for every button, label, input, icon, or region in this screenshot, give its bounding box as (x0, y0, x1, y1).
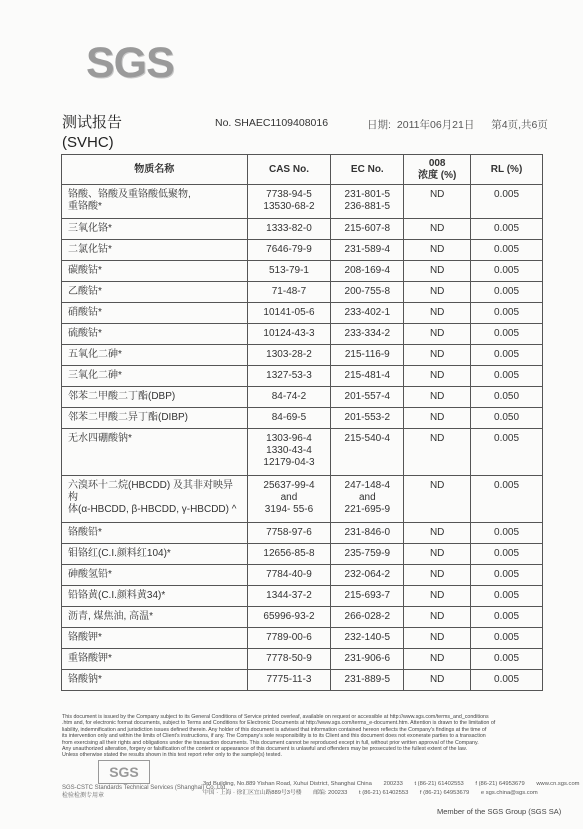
cas-number-cell-line: 7775-11-3 (266, 674, 312, 685)
cas-number-cell-line: 1333-82-0 (266, 223, 312, 234)
cas-number-cell (247, 408, 331, 429)
concentration-cell: ND (404, 565, 471, 586)
substance-name-cell (62, 261, 248, 282)
stamp-company: SGS-CSTC Standards Technical Services (Shanghai) Co.,Ltd. (62, 785, 227, 791)
header-concentration-label: 浓度 (%) (417, 169, 457, 181)
substance-name-cell (62, 185, 248, 219)
cas-number-cell (247, 366, 331, 387)
table-row (62, 345, 543, 366)
concentration-cell: ND (404, 261, 471, 282)
concentration-cell: ND (404, 366, 471, 387)
substance-name-cell (62, 366, 248, 387)
cas-number-cell-line: 1303-28-2 (266, 349, 312, 360)
reporting-limit-cell: 0.005 (471, 282, 543, 303)
reporting-limit-cell: 0.005 (471, 565, 543, 586)
date-label: 日期: (367, 119, 391, 131)
cas-number-cell (247, 565, 331, 586)
cas-number-cell (247, 628, 331, 649)
cas-number-cell-line: 10124-43-3 (263, 328, 315, 339)
cas-number-cell-line: 10141-05-6 (263, 307, 315, 318)
table-row (62, 649, 543, 670)
substance-name-cell-line: 重铬酸* (68, 201, 102, 212)
substance-name-cell-line: 二氯化钴* (68, 244, 112, 255)
ec-number-cell (331, 628, 404, 649)
substance-name-cell-line: 沥青, 煤焦油, 高温* (68, 611, 154, 622)
date-value: 2011年06月21日 (396, 119, 475, 131)
cas-number-cell-line: 7778-50-9 (266, 653, 312, 664)
report-title (62, 113, 122, 153)
ec-number-cell-line: 235-759-9 (344, 548, 391, 559)
concentration-cell: ND (404, 324, 471, 345)
cas-number-cell (247, 261, 331, 282)
reporting-limit-cell: 0.005 (471, 670, 543, 691)
substance-name-cell-line: 砷酸氢铅* (68, 569, 112, 580)
cas-number-cell (247, 240, 331, 261)
substance-name-cell-line: 体(α-HBCDD, β-HBCDD, γ-HBCDD) ^ (68, 504, 237, 515)
reporting-limit-cell: 0.005 (471, 523, 543, 544)
address-row-en (203, 780, 580, 789)
table-row (62, 523, 543, 544)
cas-number-cell-line: 7789-00-6 (266, 632, 312, 643)
cas-number-cell (247, 185, 331, 219)
cas-number-cell (247, 219, 331, 240)
cas-number-cell-line: 12656-85-8 (263, 548, 315, 559)
table-row (62, 476, 543, 523)
substance-name-cell-line: 钼铬红(C.I.颜料红104)* (68, 548, 171, 559)
header-concentration (404, 155, 471, 185)
reporting-limit-cell: 0.005 (471, 628, 543, 649)
cas-number-cell-line: 84-69-5 (271, 412, 307, 423)
page-indicator: 第4页,共6页 (491, 119, 548, 131)
table-row (62, 282, 543, 303)
ec-number-cell (331, 607, 404, 628)
substance-name-cell-line: 硝酸钴* (68, 307, 102, 318)
cas-number-cell-line: 513-79-1 (268, 265, 309, 276)
substance-name-cell-line: 邻苯二甲酸二丁酯(DBP) (68, 391, 176, 402)
table-row (62, 219, 543, 240)
substance-name-cell-line: 铬酸钠* (68, 674, 102, 685)
header-substance: 物质名称 (62, 155, 248, 185)
reporting-limit-cell: 0.005 (471, 219, 543, 240)
substance-name-cell-line: 铬酸铅* (68, 527, 102, 538)
reporting-limit-cell: 0.005 (471, 586, 543, 607)
cas-number-cell (247, 476, 331, 523)
substance-name-cell (62, 408, 248, 429)
concentration-cell: ND (404, 387, 471, 408)
cas-number-cell-line: and (280, 492, 298, 503)
ec-number-cell-line: 201-557-4 (344, 391, 391, 402)
ec-number-cell (331, 303, 404, 324)
ec-number-cell-line: 266-028-2 (344, 611, 391, 622)
fax-en: f (86-21) 64953679 (475, 781, 525, 787)
tel-cn: t (86-21) 61402553 (358, 789, 409, 796)
concentration-cell: ND (404, 429, 471, 476)
ec-number-cell-line: 215-693-7 (344, 590, 391, 601)
reporting-limit-cell: 0.050 (471, 387, 543, 408)
concentration-cell: ND (404, 408, 471, 429)
cas-number-cell-line: 7738-94-5 (266, 189, 312, 200)
substance-name-cell (62, 429, 248, 476)
cas-number-cell-line: 71-48-7 (271, 286, 307, 297)
ec-number-cell (331, 429, 404, 476)
substance-name-cell (62, 565, 248, 586)
reporting-limit-cell: 0.005 (471, 429, 543, 476)
cas-number-cell-line: 1303-96-4 (266, 433, 312, 444)
reporting-limit-cell: 0.005 (471, 345, 543, 366)
disclaimer-line: This document is issued by the Company subject to its General Conditions of Service printed overleaf, available on request or accessible at http://www.sgs.com/terms_and_conditions (62, 714, 489, 720)
table-row (62, 628, 543, 649)
substance-name-cell-line: 无水四硼酸钠* (68, 433, 132, 444)
ec-number-cell (331, 408, 404, 429)
reporting-limit-cell: 0.005 (471, 240, 543, 261)
ec-number-cell-line: 232-140-5 (344, 632, 391, 643)
table-row (62, 408, 543, 429)
reporting-limit-cell: 0.005 (471, 324, 543, 345)
header-rl: RL (%) (471, 155, 543, 185)
stamp-purpose: 检验检测专用章 (62, 793, 105, 799)
ec-number-cell-line: 208-169-4 (344, 265, 391, 276)
cas-number-cell-line: 7758-97-6 (266, 527, 312, 538)
substance-name-cell (62, 240, 248, 261)
concentration-cell: ND (404, 476, 471, 523)
ec-number-cell-line: 215-116-9 (344, 349, 390, 360)
ec-number-cell-line: and (358, 492, 376, 503)
cas-number-cell (247, 282, 331, 303)
substance-name-cell (62, 387, 248, 408)
title-subtitle: (SVHC) (62, 134, 114, 151)
document-number: No. SHAEC1109408016 (215, 117, 329, 129)
substance-name-cell (62, 670, 248, 691)
reporting-limit-cell: 0.050 (471, 408, 543, 429)
ec-number-cell-line: 231-906-6 (344, 653, 391, 664)
substance-name-cell (62, 649, 248, 670)
address-en: 3rd Building, No.889 Yishan Road, Xuhui District, Shanghai China (203, 781, 372, 787)
ec-number-cell (331, 345, 404, 366)
svhc-results-table (61, 154, 543, 691)
table-row (62, 303, 543, 324)
cas-number-cell (247, 607, 331, 628)
substance-name-cell-line: 邻苯二甲酸二异丁酯(DIBP) (68, 412, 188, 423)
table-row (62, 366, 543, 387)
concentration-cell: ND (404, 345, 471, 366)
concentration-cell: ND (404, 185, 471, 219)
disclaimer-line: liability, indemnification and jurisdiction issues defined therein. Any holder of this document is advised that information contained hereon reflects the Company's findings at the time of (62, 726, 487, 733)
cas-number-cell (247, 544, 331, 565)
cas-number-cell-line: 7646-79-9 (266, 244, 312, 255)
concentration-cell: ND (404, 649, 471, 670)
concentration-cell: ND (404, 607, 471, 628)
substance-name-cell-line: 乙酸钴* (68, 286, 102, 297)
ec-number-cell-line: 215-607-8 (344, 223, 391, 234)
title-text: 测试报告 (62, 114, 123, 131)
substance-name-cell-line: 碳酸钴* (68, 265, 102, 276)
substance-name-cell-line: 五氧化二砷* (68, 349, 122, 360)
table-row (62, 240, 543, 261)
cas-number-cell-line: 12179-04-3 (263, 457, 315, 468)
cas-number-cell (247, 345, 331, 366)
table-row (62, 324, 543, 345)
concentration-cell: ND (404, 219, 471, 240)
reporting-limit-cell: 0.005 (471, 185, 543, 219)
ec-number-cell-line: 231-801-5 (344, 189, 391, 200)
table-row (62, 565, 543, 586)
cas-number-cell-line: 1344-37-2 (266, 590, 312, 601)
cas-number-cell-line: 13530-68-2 (263, 201, 315, 212)
cas-number-cell (247, 324, 331, 345)
table-row (62, 261, 543, 282)
ec-number-cell (331, 185, 404, 219)
cas-number-cell (247, 670, 331, 691)
substance-name-cell-line: 三氧化铬* (68, 223, 112, 234)
ec-number-cell (331, 219, 404, 240)
sgs-logo: SGS (86, 39, 174, 87)
concentration-cell: ND (404, 586, 471, 607)
ec-number-cell-line: 247-148-4 (344, 480, 391, 491)
ec-number-cell (331, 261, 404, 282)
cas-number-cell (247, 429, 331, 476)
cas-number-cell (247, 303, 331, 324)
substance-name-cell-line: 三氧化二砷* (68, 370, 122, 381)
table-row (62, 185, 543, 219)
substance-name-cell (62, 324, 248, 345)
substance-name-cell-line: 铬酸钾* (68, 632, 102, 643)
substance-name-cell (62, 544, 248, 565)
address-cn: 中国 · 上海 · 徐汇区宜山路889号3号楼 (203, 789, 302, 796)
ec-number-cell-line: 215-540-4 (344, 433, 391, 444)
sgs-group-membership: Member of the SGS Group (SGS SA) (437, 807, 562, 816)
substance-name-cell (62, 282, 248, 303)
ec-number-cell (331, 670, 404, 691)
table-row (62, 586, 543, 607)
substance-name-cell (62, 219, 248, 240)
reporting-limit-cell: 0.005 (471, 303, 543, 324)
ec-number-cell (331, 586, 404, 607)
concentration-cell: ND (404, 628, 471, 649)
substance-name-cell (62, 586, 248, 607)
table-row (62, 670, 543, 691)
stamp-logo: SGS (98, 760, 150, 784)
ec-number-cell (331, 649, 404, 670)
cas-number-cell (247, 523, 331, 544)
cas-number-cell-line: 1330-43-4 (266, 445, 312, 456)
header-cas: CAS No. (247, 155, 331, 185)
postcode-cn: 邮编: 200233 (313, 789, 348, 796)
address-block (203, 780, 580, 797)
reporting-limit-cell: 0.005 (471, 366, 543, 387)
ec-number-cell (331, 476, 404, 523)
reporting-limit-cell: 0.005 (471, 544, 543, 565)
substance-name-cell (62, 628, 248, 649)
substance-name-cell (62, 607, 248, 628)
website: www.cn.sgs.com (536, 781, 580, 787)
ec-number-cell-line: 232-064-2 (344, 569, 391, 580)
ec-number-cell-line: 201-553-2 (344, 412, 391, 423)
ec-number-cell-line: 221-695-9 (344, 504, 391, 515)
cas-number-cell-line: 3194- 55-6 (264, 504, 314, 515)
table-row (62, 544, 543, 565)
disclaimer-line: Unless otherwise stated the results shown in this test report refer only to the sample(s) tested. (62, 752, 282, 759)
postcode-en: 200233 (383, 781, 403, 787)
cas-number-cell (247, 649, 331, 670)
ec-number-cell (331, 387, 404, 408)
disclaimer-line: Any unauthorized alteration, forgery or falsification of the content or appearance of this document is unlawful and offenders may be prosecuted to the fullest extent of the law. (62, 746, 468, 753)
ec-number-cell-line: 236-881-5 (344, 201, 391, 212)
ec-number-cell (331, 565, 404, 586)
disclaimer-line: from exercising all their rights and obligations under the transaction documents. This document cannot be reproduced except in full, without prior written approval of the Company. (62, 739, 479, 746)
table-header-row (62, 155, 543, 185)
substance-name-cell (62, 523, 248, 544)
header-ec: EC No. (331, 155, 404, 185)
ec-number-cell-line: 215-481-4 (344, 370, 391, 381)
ec-number-cell (331, 282, 404, 303)
disclaimer-line: .htm and, for electronic format documents, subject to Terms and Conditions for Electronic Documents at http://www.sgs.com/terms_e-document.htm. Attention is drawn to the limitation of (62, 720, 496, 727)
cas-number-cell-line: 84-74-2 (271, 391, 307, 402)
reporting-limit-cell: 0.005 (471, 476, 543, 523)
concentration-cell: ND (404, 282, 471, 303)
substance-name-cell (62, 345, 248, 366)
cas-number-cell-line: 25637-99-4 (263, 480, 315, 491)
cas-number-cell-line: 65996-93-2 (263, 611, 315, 622)
reporting-limit-cell: 0.005 (471, 649, 543, 670)
substance-name-cell-line: 铅铬黄(C.I.颜料黄34)* (68, 590, 166, 601)
ec-number-cell-line: 233-402-1 (344, 307, 391, 318)
substance-name-cell (62, 476, 248, 523)
cas-number-cell-line: 7784-40-9 (266, 569, 312, 580)
ec-number-cell (331, 523, 404, 544)
ec-number-cell (331, 544, 404, 565)
substance-name-cell-line: 六溴环十二烷(HBCDD) 及其非对映异构 (68, 480, 233, 503)
table-row (62, 429, 543, 476)
email: e sgs.china@sgs.com (480, 789, 538, 796)
substance-name-cell-line: 重铬酸钾* (68, 653, 112, 664)
address-row-cn (203, 789, 580, 798)
ec-number-cell-line: 233-334-2 (344, 328, 391, 339)
date-and-page (367, 117, 554, 132)
concentration-cell: ND (404, 240, 471, 261)
tel-en: t (86-21) 61402553 (414, 781, 464, 787)
ec-number-cell-line: 231-889-5 (344, 674, 391, 685)
cas-number-cell (247, 586, 331, 607)
ec-number-cell-line: 231-846-0 (344, 527, 391, 538)
reporting-limit-cell: 0.005 (471, 261, 543, 282)
header-sample-id: 008 (428, 157, 446, 169)
table-row (62, 607, 543, 628)
substance-name-cell-line: 硫酸钴* (68, 328, 102, 339)
ec-number-cell-line: 200-755-8 (344, 286, 391, 297)
substance-name-cell (62, 303, 248, 324)
fax-cn: f (86-21) 64953679 (419, 789, 470, 796)
ec-number-cell-line: 231-589-4 (344, 244, 391, 255)
ec-number-cell (331, 366, 404, 387)
ec-number-cell (331, 324, 404, 345)
ec-number-cell (331, 240, 404, 261)
substance-name-cell-line: 铬酸、铬酸及重铬酸低聚物, (68, 189, 191, 200)
disclaimer-text (62, 714, 542, 759)
concentration-cell: ND (404, 544, 471, 565)
cas-number-cell-line: 1327-53-3 (266, 370, 312, 381)
table-row (62, 387, 543, 408)
reporting-limit-cell: 0.005 (471, 607, 543, 628)
cas-number-cell (247, 387, 331, 408)
concentration-cell: ND (404, 303, 471, 324)
concentration-cell: ND (404, 523, 471, 544)
concentration-cell: ND (404, 670, 471, 691)
disclaimer-line: its intervention only and within the limits of Client's instructions, if any. The Company's sole responsibility is to its Client and this document does not exonerate parties to a transaction (62, 733, 486, 740)
